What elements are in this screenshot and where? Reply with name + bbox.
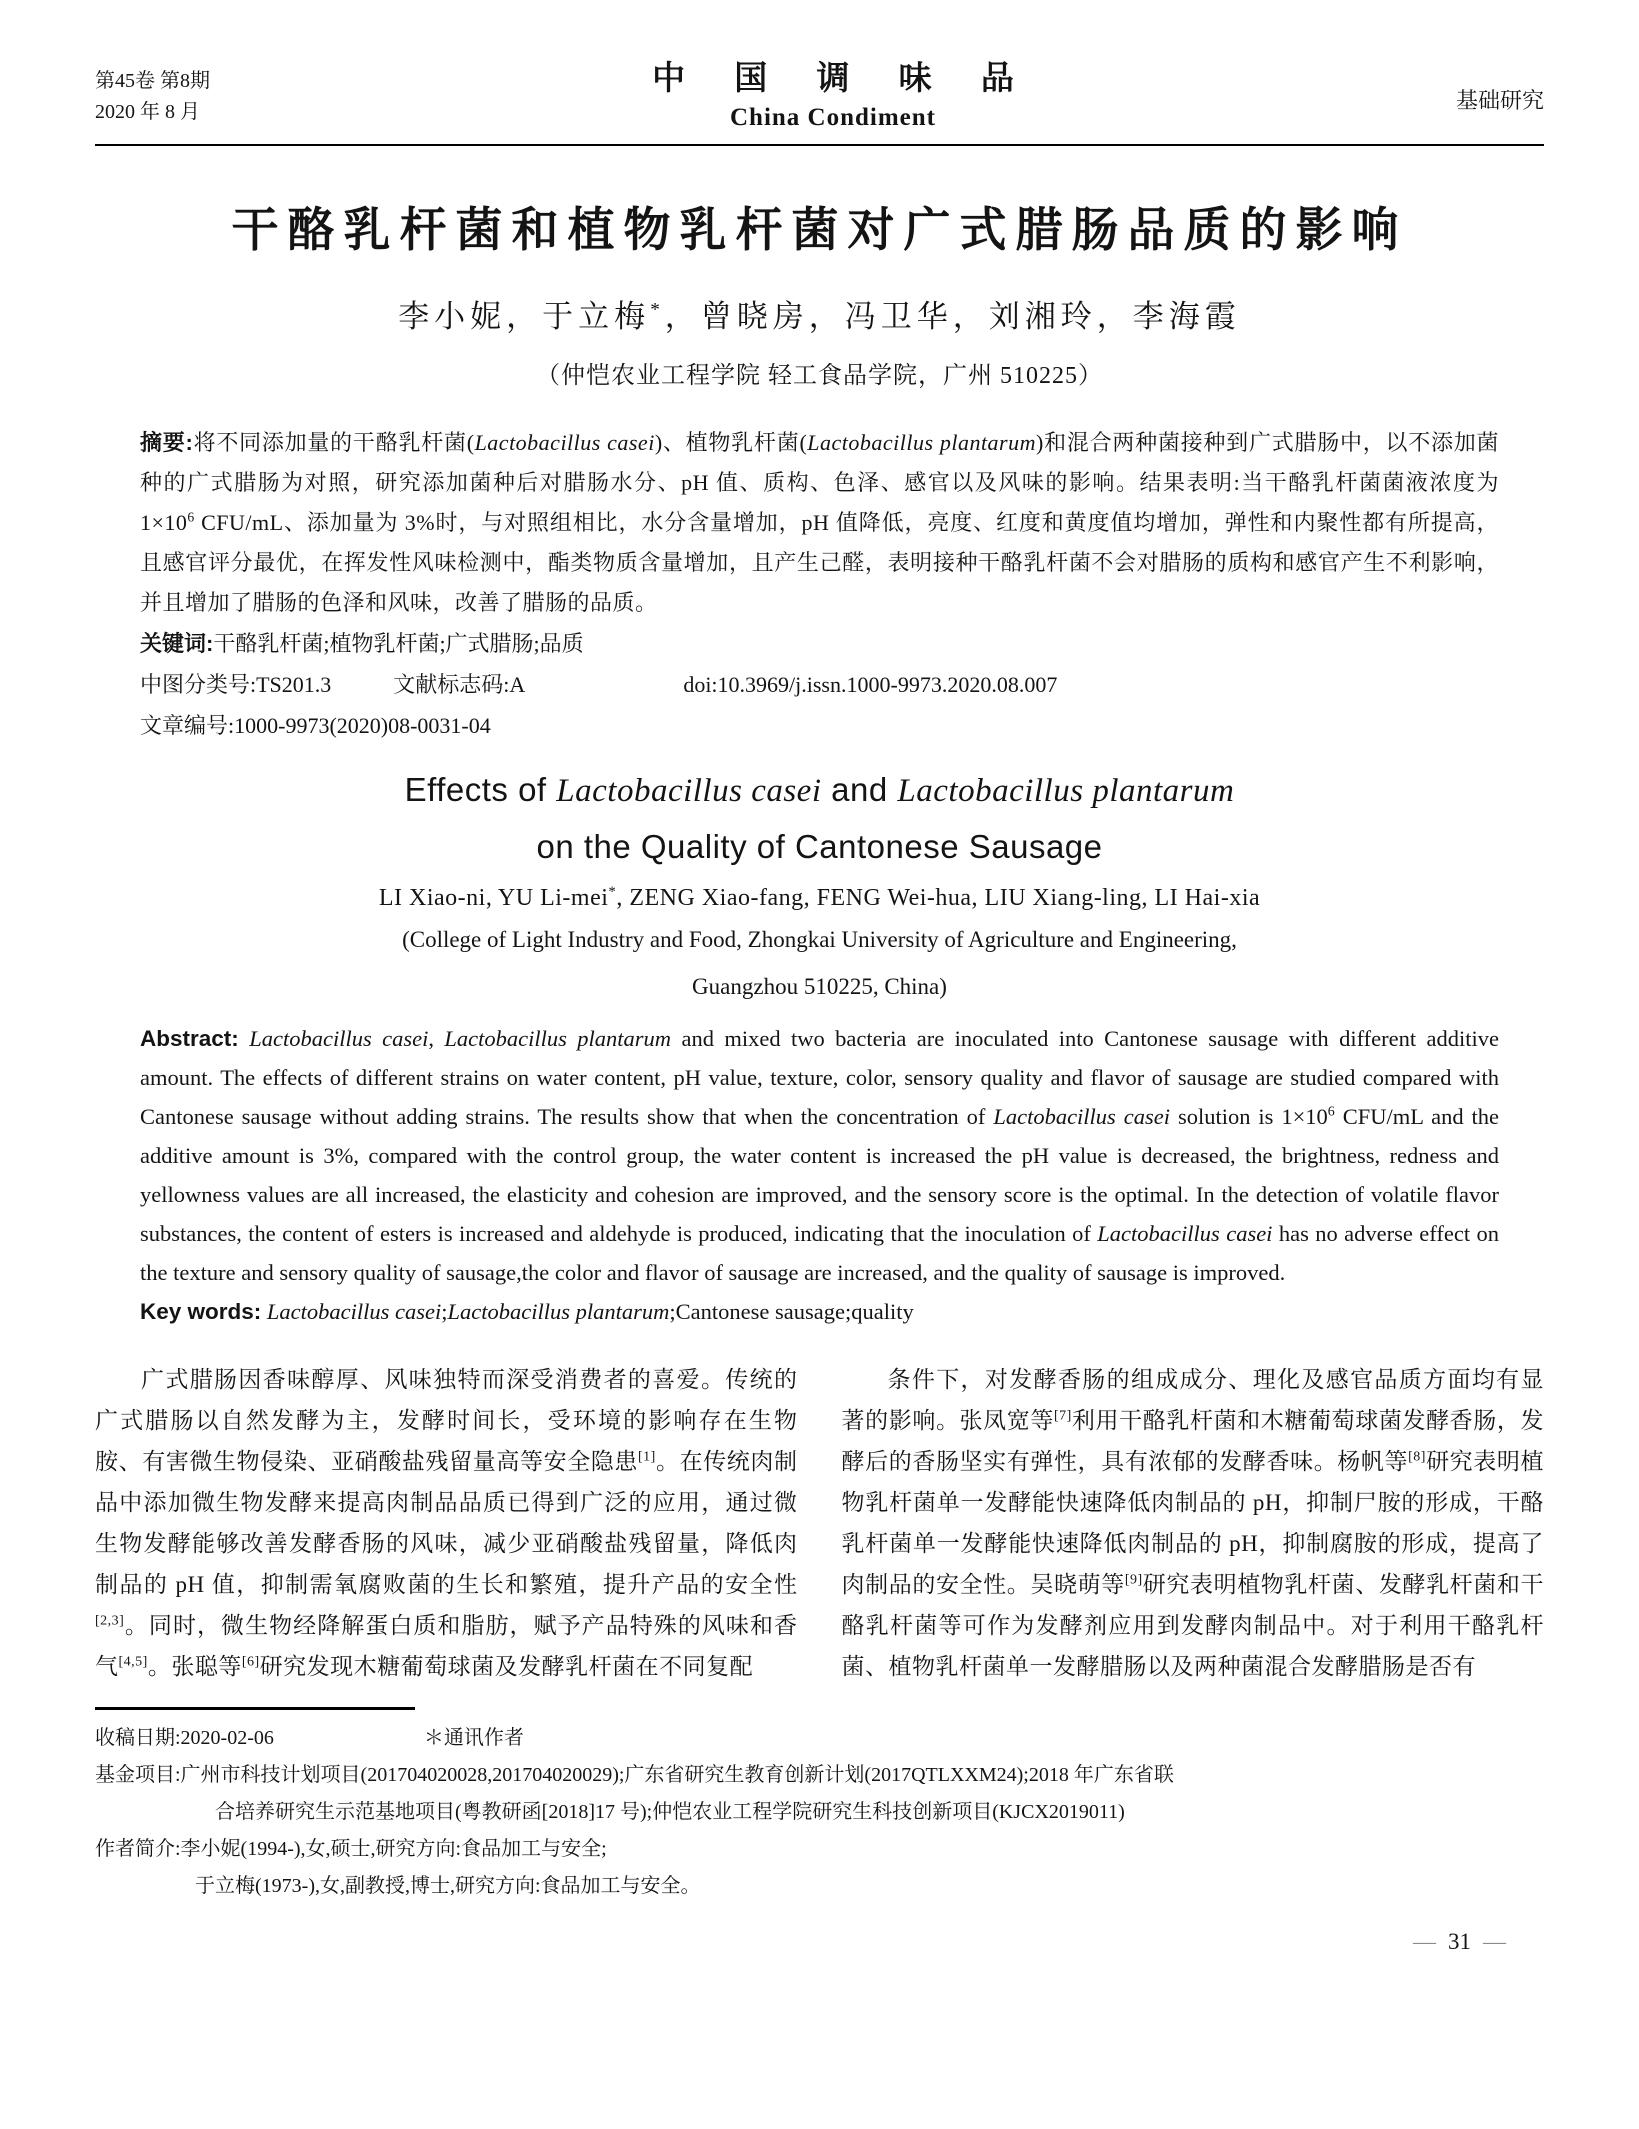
affiliation-cn: （仲恺农业工程学院 轻工食品学院，广州 510225） (536, 363, 1103, 390)
keywords-label-en: Key words: (140, 1299, 262, 1325)
keywords-label-cn: 关键词: (140, 631, 214, 657)
journal-name-en: China Condiment (729, 104, 936, 131)
title-en-line1: Effects of Lactobacillus casei and Lactobacillus plantarum (404, 771, 1235, 810)
affiliation-en (95, 916, 1544, 1010)
body-columns (95, 1359, 1544, 1687)
body-column-left (95, 1359, 798, 1687)
keywords-text-en: Lactobacillus casei;Lactobacillus plantarum;Cantonese sausage;quality (266, 1299, 914, 1325)
keywords-cn (140, 624, 1499, 664)
authors-en: LI Xiao-ni, YU Li-mei*, ZENG Xiao-fang, FENG Wei-hua, LIU Xiang-ling, LI Hai-xia (378, 884, 1261, 912)
abstract-label-en: Abstract: (140, 1026, 239, 1052)
footnote-fund-line1: 基金项目:广州市科技计划项目(201704020028,201704020029);广东省研究生教育创新计划(2017QTLXXM24);2018 年广东省联 (95, 1764, 1174, 1787)
corresponding-author-note: ＊通讯作者 (423, 1727, 524, 1750)
issue-date: 2020 年 8 月 (95, 101, 200, 123)
abstract-label-cn: 摘要: (140, 430, 194, 456)
footnote-bio-line1: 作者简介:李小妮(1994-),女,硕士,研究方向:食品加工与安全; (95, 1838, 607, 1861)
article-number-line (140, 706, 1499, 746)
volume-issue: 第45卷 第8期 (95, 70, 210, 92)
classification-line (140, 665, 1499, 705)
footnote-bio-line2: 于立梅(1973-),女,副教授,博士,研究方向:食品加工与安全。 (195, 1875, 701, 1898)
journal-header (95, 52, 1544, 132)
abstract-text-cn: 将不同添加量的干酪乳杆菌(Lactobacillus casei)、植物乳杆菌(Lactobacillus plantarum)和混合两种菌接种到广式腊肠中，以不添加菌种的广式腊肠为对照，研究添加菌种后对腊肠水分、pH 值、质构、色泽、感官以及风味的影响。结果表明:当干酪乳杆菌菌液浓度为 $1\times 10^6$ CFU/mL、添加量为 3%时，与对照组相比，水分含量增加，pH 值降低，亮度、红度和黄度值均增加，弹性和内聚性都有所提高，且感官评分最优，在挥发性风味检测中，酯类物质含量增加，且产生己醛，表明接种干酪乳杆菌不会对腊肠的质构和感官产生不利影响，并且增加了腊肠的色泽和风味，改善了腊肠的品质。 (140, 430, 1500, 616)
abstract-text-en: Lactobacillus casei, Lactobacillus plantarum and mixed two bacteria are inoculated into Cantonese sausage with different additive amount. The effects of different strains on water content, pH value, texture, color, sensory quality and flavor of sausage are studied compared with Cantonese sausage without adding strains. The results show that when the concentration of Lactobacillus casei solution is $1\times 10^6$ CFU/mL and the additive amount is 3%, compared with the control group, the water content is increased the pH value is decreased, the brightness, redness and yellowness values are all increased, the elasticity and cohesion are improved, and the sensory score is the optimal. In the detection of volatile flavor substances, the content of esters is increased and aldehyde is produced, indicating that the inoculation of Lactobacillus casei has no adverse effect on the texture and sensory quality of sausage,the color and flavor of sausage are increased, and the quality of sausage is improved. (140, 1026, 1500, 1286)
affiliation-en-line2: Guangzhou 510225, China) (692, 974, 947, 1000)
doi: doi:10.3969/j.issn.1000-9973.2020.08.007 (683, 672, 1058, 698)
footnote-received (95, 1720, 1544, 1757)
title-en-line2: on the Quality of Cantonese Sausage (536, 828, 1103, 866)
article-number: 文章编号:1000-9973(2020)08-0031-04 (140, 713, 491, 739)
keywords-text-cn: 干酪乳杆菌;植物乳杆菌;广式腊肠;品质 (213, 631, 584, 657)
page-number-dash-right: — (1483, 1929, 1506, 1955)
received-date: 收稿日期:2020-02-06 (95, 1727, 274, 1750)
header-rule (95, 144, 1544, 146)
body-column-right (842, 1359, 1545, 1687)
abstract-en (140, 1019, 1499, 1292)
body-paragraph-right: 条件下，对发酵香肠的组成成分、理化及感官品质方面均有显著的影响。张凤宽等[7]利用干酪乳杆菌和木糖葡萄球菌发酵香肠，发酵后的香肠坚实有弹性，具有浓郁的发酵香味。杨帆等[8]研究表明植物乳杆菌单一发酵能快速降低肉制品的 pH，抑制尸胺的形成，干酪乳杆菌单一发酵能快速降低肉制品的 pH，抑制腐胺的形成，提高了肉制品的安全性。吴晓萌等[9]研究表明植物乳杆菌、发酵乳杆菌和干酪乳杆菌等可作为发酵剂应用到发酵肉制品中。对于利用干酪乳杆菌、植物乳杆菌单一发酵腊肠以及两种菌混合发酵腊肠是否有 (841, 1367, 1544, 1680)
journal-name-cn: 中 国 调 味 品 (652, 59, 1034, 96)
affiliation-en-line1: (College of Light Industry and Food, Zhongkai University of Agriculture and Engineering, (402, 927, 1237, 953)
footnotes (95, 1720, 1544, 1905)
footnote-rule (95, 1707, 415, 1710)
keywords-en (140, 1292, 1499, 1331)
footnote-fund-line2: 合培养研究生示范基地项目(粤教研函[2018]17 号);仲恺农业工程学院研究生科技创新项目(KJCX2019011) (215, 1801, 1125, 1824)
article-title-en (95, 762, 1544, 875)
article-title-cn: 干酪乳杆菌和植物乳杆菌对广式腊肠品质的影响 (231, 203, 1408, 256)
authors-cn: 李小妮，于立梅*，曾晓房，冯卫华，刘湘玲，李海霞 (398, 299, 1241, 335)
abstract-cn (140, 423, 1499, 623)
page-number-dash-left: — (1413, 1929, 1436, 1955)
body-paragraph-left: 广式腊肠因香味醇厚、风味独特而深受消费者的喜爱。传统的广式腊肠以自然发酵为主，发酵时间长，受环境的影响存在生物胺、有害微生物侵染、亚硝酸盐残留量高等安全隐患[1]。在传统肉制品中添加微生物发酵来提高肉制品品质已得到广泛的应用，通过微生物发酵能够改善发酵香肠的风味，减少亚硝酸盐残留量，降低肉制品的 pH 值，抑制需氧腐败菌的生长和繁殖，提升产品的安全性[2,3]。同时，微生物经降解蛋白质和脂肪，赋予产品特殊的风味和香气[4,5]。张聪等[6]研究发现木糖葡萄球菌及发酵乳杆菌在不同复配 (95, 1367, 798, 1680)
page-number-value: 31 (1448, 1929, 1471, 1955)
section-label: 基础研究 (1455, 88, 1544, 113)
page-number (95, 1929, 1544, 1955)
clc-number: 中图分类号:TS201.3 (140, 672, 332, 698)
document-code: 文献标志码:A (393, 672, 526, 698)
journal-name-block (210, 52, 1456, 132)
issue-info (95, 52, 210, 128)
